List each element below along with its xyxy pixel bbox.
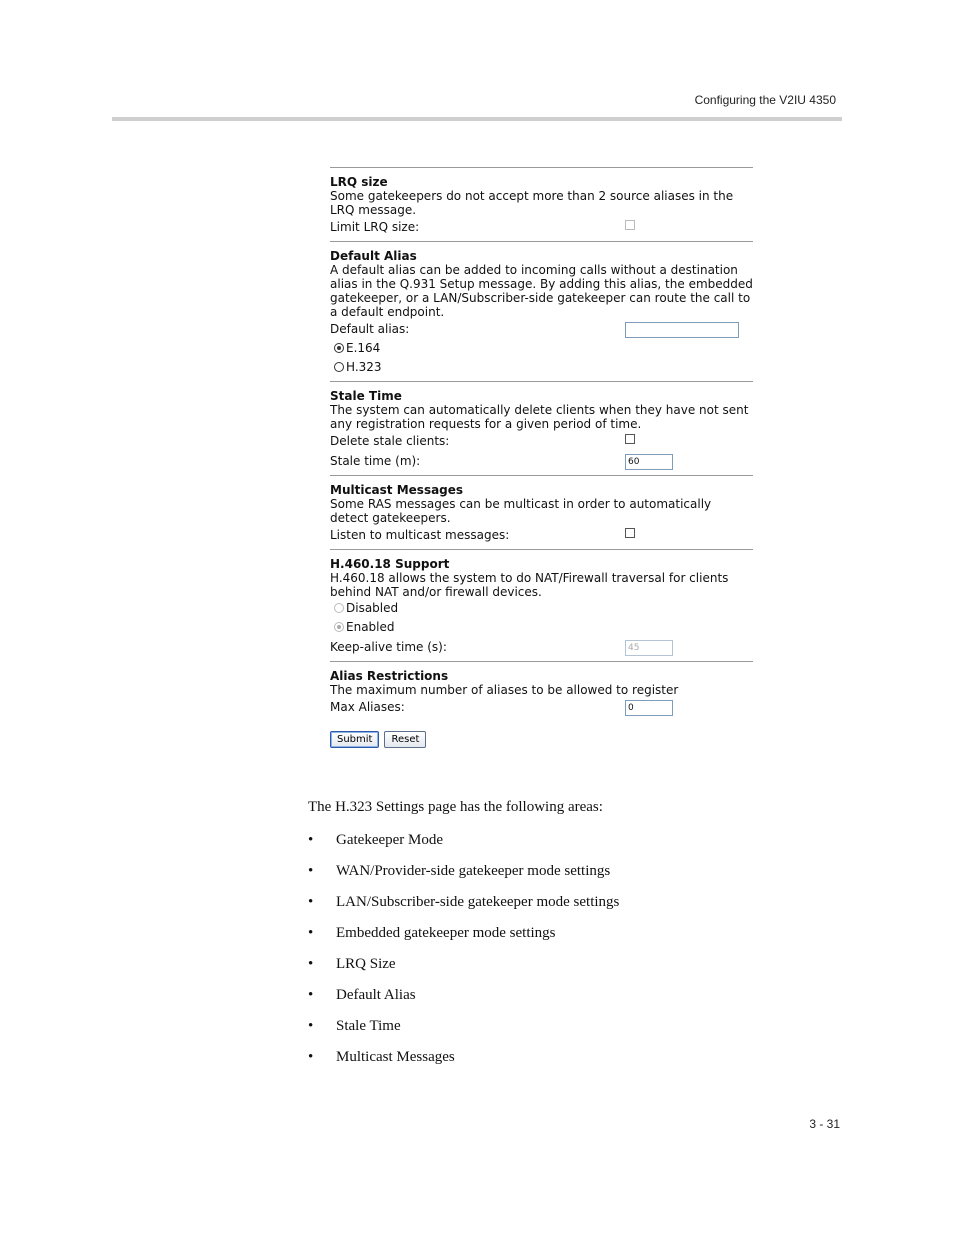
stale-time-section	[330, 381, 753, 471]
h46018-enabled-radio[interactable]	[334, 622, 344, 632]
areas-intro-paragraph: The H.323 Settings page has the following areas:	[308, 799, 603, 815]
list-item	[308, 830, 619, 861]
list-item	[308, 954, 619, 985]
max-aliases-input[interactable]: 0	[625, 700, 673, 716]
list-item	[308, 1016, 619, 1047]
h46018-disabled-label: Disabled	[346, 601, 399, 615]
list-item	[308, 1047, 619, 1078]
h46018-enabled-label: Enabled	[346, 620, 395, 634]
stale-time-description: The system can automatically delete clients when they have not sent any registration requests for a given period of time.	[330, 403, 749, 431]
delete-stale-checkbox[interactable]	[625, 434, 635, 444]
bullet-icon: •	[308, 894, 314, 910]
h323-radio[interactable]	[334, 362, 344, 372]
bullet-icon: •	[308, 1049, 314, 1065]
alias-type-h323-option[interactable]	[330, 358, 753, 377]
lrq-size-section	[330, 167, 753, 237]
limit-lrq-label: Limit LRQ size:	[330, 220, 420, 234]
max-aliases-label: Max Aliases:	[330, 700, 405, 714]
list-item	[308, 923, 619, 954]
listen-multicast-label: Listen to multicast messages:	[330, 528, 510, 542]
h323-radio-label: H.323	[346, 360, 382, 374]
keepalive-row	[330, 637, 753, 657]
max-aliases-row	[330, 697, 753, 717]
stale-time-label: Stale time (m):	[330, 454, 421, 468]
default-alias-description: A default alias can be added to incoming calls without a destination alias in the Q.931 Setup message. By adding this alias, the embedded gatekeeper, or a LAN/Subscriber-side gatekeeper can route the call to a default endpoint.	[330, 263, 753, 319]
h46018-title: H.460.18 Support	[330, 557, 450, 571]
keepalive-input[interactable]: 45	[625, 640, 673, 656]
h46018-section	[330, 549, 753, 657]
lrq-size-title: LRQ size	[330, 175, 388, 189]
h46018-description: H.460.18 allows the system to do NAT/Firewall traversal for clients behind NAT and/or firewall devices.	[330, 571, 729, 599]
default-alias-title: Default Alias	[330, 249, 417, 263]
running-header-title: Configuring the V2IU 4350	[694, 93, 836, 107]
default-alias-section	[330, 241, 753, 377]
bullet-icon: •	[308, 832, 314, 848]
limit-lrq-row	[330, 217, 753, 237]
multicast-title: Multicast Messages	[330, 483, 464, 497]
list-item-text: Embedded gatekeeper mode settings	[336, 925, 556, 941]
e164-radio[interactable]	[334, 343, 344, 353]
header-rule	[112, 117, 842, 121]
list-item	[308, 861, 619, 892]
bullet-icon: •	[308, 987, 314, 1003]
alias-restrictions-title: Alias Restrictions	[330, 669, 449, 683]
e164-radio-label: E.164	[346, 341, 381, 355]
areas-bullet-list	[308, 830, 619, 1078]
alias-type-e164-option[interactable]	[330, 339, 753, 358]
bullet-icon: •	[308, 863, 314, 879]
multicast-section	[330, 475, 753, 545]
h46018-disabled-radio[interactable]	[334, 603, 344, 613]
stale-time-row	[330, 451, 753, 471]
list-item-text: Gatekeeper Mode	[336, 832, 444, 848]
list-item-text: WAN/Provider-side gatekeeper mode settings	[336, 863, 611, 879]
delete-stale-label: Delete stale clients:	[330, 434, 450, 448]
stale-time-input[interactable]: 60	[625, 454, 673, 470]
listen-multicast-row	[330, 525, 753, 545]
h323-settings-screenshot	[330, 167, 753, 748]
stale-time-title: Stale Time	[330, 389, 402, 403]
keepalive-label: Keep-alive time (s):	[330, 640, 447, 654]
bullet-icon: •	[308, 925, 314, 941]
alias-restrictions-description: The maximum number of aliases to be allowed to register	[330, 683, 679, 697]
list-item-text: LAN/Subscriber-side gatekeeper mode settings	[336, 894, 620, 910]
alias-restrictions-section	[330, 661, 753, 717]
multicast-description: Some RAS messages can be multicast in order to automatically detect gatekeepers.	[330, 497, 712, 525]
list-item-text: LRQ Size	[336, 956, 396, 972]
list-item-text: Multicast Messages	[336, 1049, 455, 1065]
delete-stale-row	[330, 431, 753, 451]
default-alias-row	[330, 319, 753, 339]
bullet-icon: •	[308, 1018, 314, 1034]
reset-button[interactable]: Reset	[384, 731, 426, 748]
bullet-icon: •	[308, 956, 314, 972]
lrq-size-description: Some gatekeepers do not accept more than 2 source aliases in the LRQ message.	[330, 189, 734, 217]
default-alias-label: Default alias:	[330, 322, 410, 336]
form-buttons	[330, 731, 753, 748]
list-item	[308, 985, 619, 1016]
listen-multicast-checkbox[interactable]	[625, 528, 635, 538]
h46018-disabled-option[interactable]	[330, 599, 753, 618]
list-item-text: Default Alias	[336, 987, 416, 1003]
list-item	[308, 892, 619, 923]
submit-button[interactable]: Submit	[330, 731, 379, 748]
list-item-text: Stale Time	[336, 1018, 401, 1034]
limit-lrq-checkbox[interactable]	[625, 220, 635, 230]
default-alias-input[interactable]	[625, 322, 739, 338]
h46018-enabled-option[interactable]	[330, 618, 753, 637]
page-number: 3 - 31	[809, 1117, 840, 1131]
